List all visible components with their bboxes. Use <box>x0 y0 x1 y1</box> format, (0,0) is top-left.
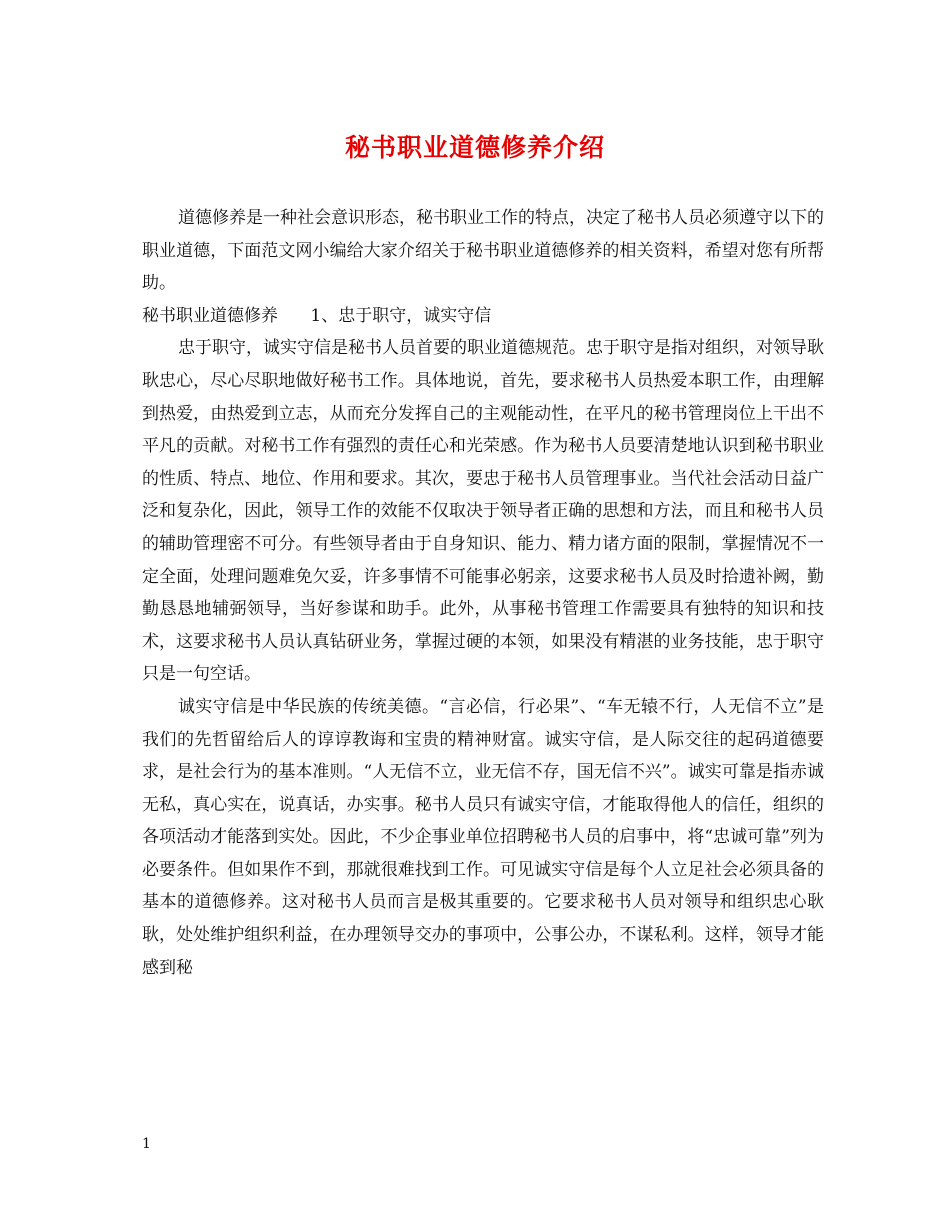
document-body <box>142 202 824 984</box>
loyalty-paragraph: 忠于职守，诚实守信是秘书人员首要的职业道德规范。忠于职守是指对组织，对领导耿耿忠心，尽心尽职地做好秘书工作。具体地说，首先，要求秘书人员热爱本职工作，由理解到热爱，由热爱到立志，从而充分发挥自己的主观能动性，在平凡的秘书管理岗位上干出不平凡的贡献。对秘书工作有强烈的责任心和光荣感。作为秘书人员要清楚地认识到秘书职业的性质、特点、地位、作用和要求。其次，要忠于秘书人员管理事业。当代社会活动日益广泛和复杂化，因此，领导工作的效能不仅取决于领导者正确的思想和方法，而且和秘书人员的辅助管理密不可分。有些领导者由于自身知识、能力、精力诸方面的限制，掌握情况不一定全面，处理问题难免欠妥，许多事情不可能事必躬亲，这要求秘书人员及时拾遗补阙，勤勤恳恳地辅弼领导，当好参谋和助手。此外，从事秘书管理工作需要具有独特的知识和技术，这要求秘书人员认真钻研业务，掌握过硬的本领，如果没有精湛的业务技能，忠于职守只是一句空话。 <box>142 338 824 685</box>
intro-paragraph: 道德修养是一种社会意识形态，秘书职业工作的特点，决定了秘书人员必须遵守以下的职业道德，下面范文网小编给大家介绍关于秘书职业道德修养的相关资料，希望对您有所帮助。 <box>142 208 824 294</box>
honesty-paragraph: 诚实守信是中华民族的传统美德。“言必信，行必果”、“车无辕不行，人无信不立”是我们的先哲留给后人的谆谆教诲和宝贵的精神财富。诚实守信，是人际交往的起码道德要求，是社会行为的基本准则。“人无信不立，业无信不存，国无信不兴”。诚实可靠是指赤诚无私，真心实在，说真话，办实事。秘书人员只有诚实守信，才能取得他人的信任，组织的各项活动才能落到实处。因此，不少企事业单位招聘秘书人员的启事中，将“忠诚可靠”列为必要条件。但如果作不到，那就很难找到工作。可见诚实守信是每个人立足社会必须具备的基本的道德修养。这对秘书人员而言是极其重要的。它要求秘书人员对领导和组织忠心耿耿，处处维护组织利益，在办理领导交办的事项中，公事公办，不谋私利。这样，领导才能感到秘 <box>142 696 824 978</box>
section-heading: 秘书职业道德修养 1、忠于职守，诚实守信 <box>142 305 492 326</box>
document-title: 秘书职业道德修养介绍 <box>344 133 605 162</box>
page-number: 1 <box>142 1136 151 1152</box>
